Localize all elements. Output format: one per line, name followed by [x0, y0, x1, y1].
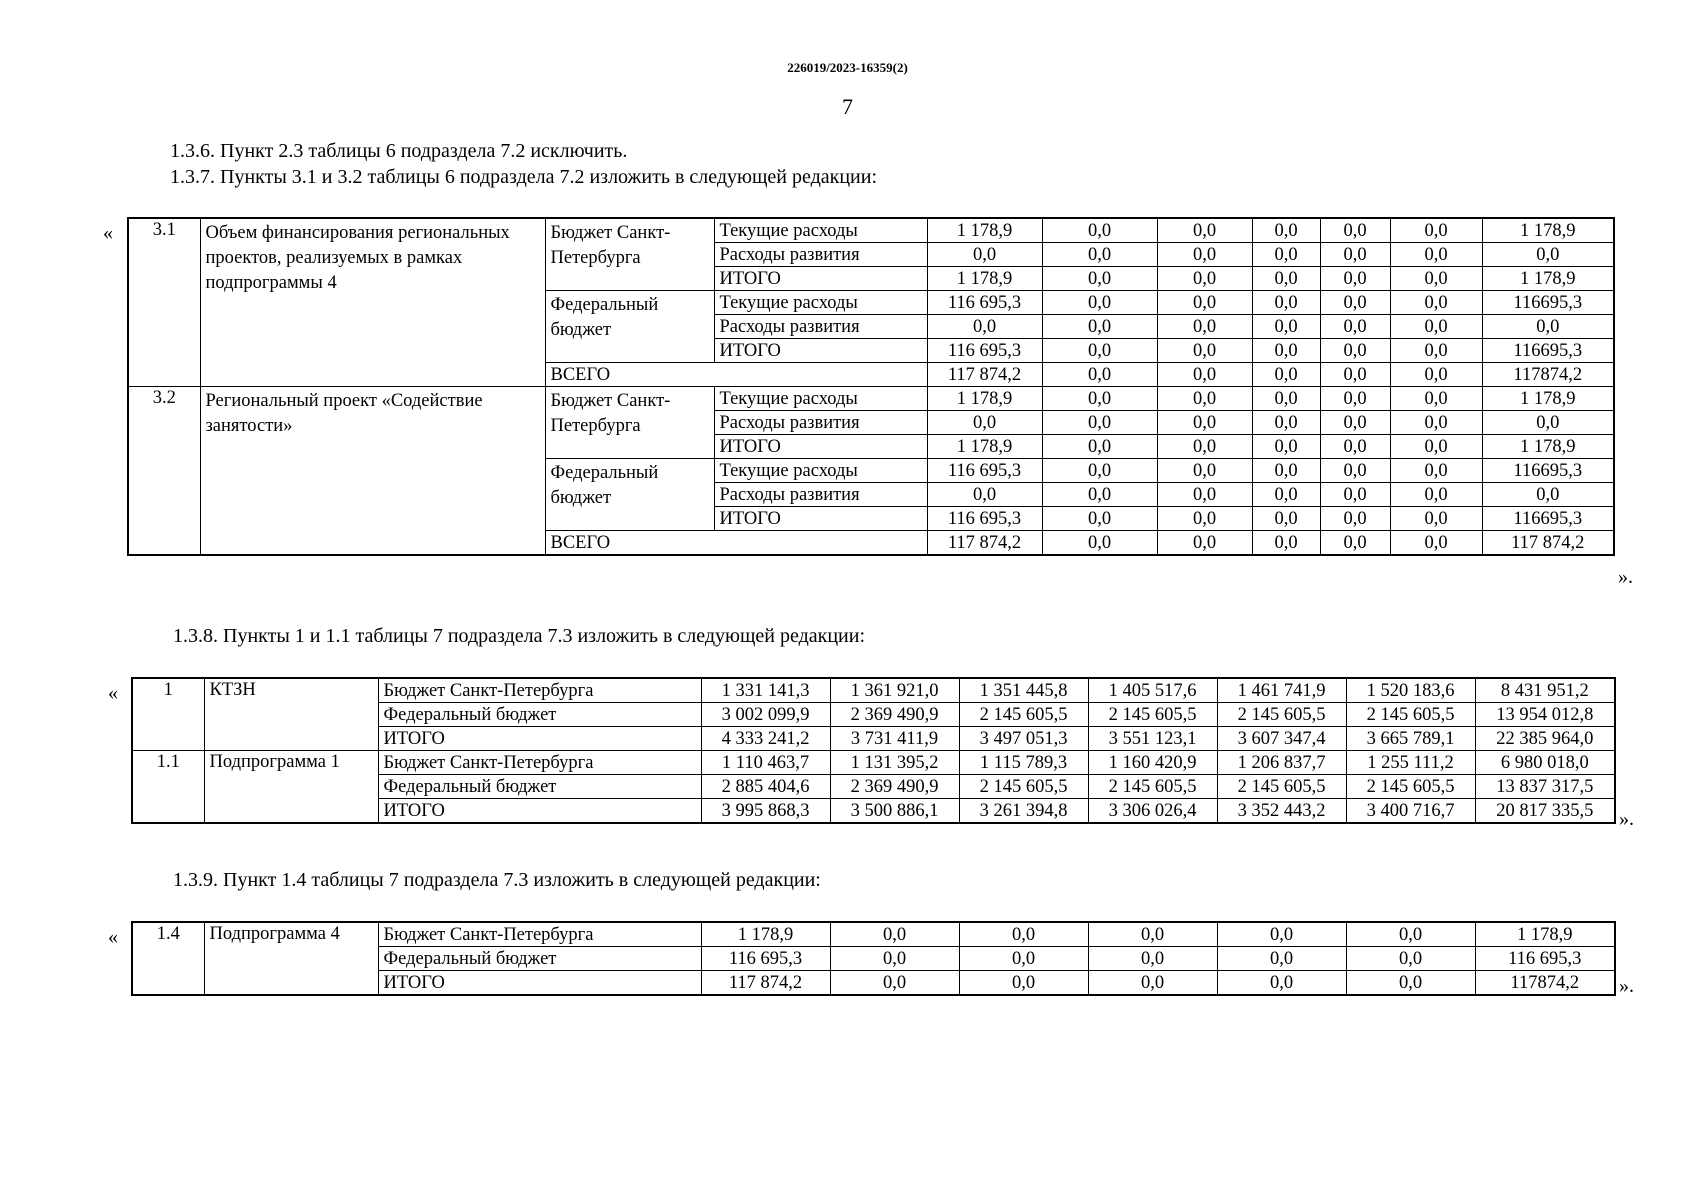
value-cell: 0,0 [1482, 411, 1614, 435]
value-cell: 0,0 [1042, 218, 1157, 243]
document-id: 226019/2023-16359(2) [787, 60, 908, 75]
value-cell: 0,0 [959, 971, 1088, 996]
value-cell: 0,0 [830, 922, 959, 947]
value-cell: 3 731 411,9 [830, 727, 959, 751]
value-cell: 2 145 605,5 [1346, 703, 1475, 727]
item-name: КТЗН [204, 678, 378, 751]
value-cell: 0,0 [1390, 243, 1482, 267]
value-cell: 116695,3 [1482, 507, 1614, 531]
value-cell: 0,0 [1390, 435, 1482, 459]
value-cell: 0,0 [1042, 315, 1157, 339]
value-cell: 0,0 [1320, 243, 1390, 267]
value-cell: 0,0 [1252, 387, 1320, 411]
item-number: 3.2 [128, 387, 200, 556]
value-cell: 1 115 789,3 [959, 751, 1088, 775]
value-cell: 0,0 [1042, 243, 1157, 267]
value-cell: 0,0 [1088, 922, 1217, 947]
value-cell: 3 995 868,3 [701, 799, 830, 824]
value-cell: 0,0 [1042, 267, 1157, 291]
value-cell: 0,0 [1157, 243, 1252, 267]
value-cell: 2 145 605,5 [1088, 703, 1217, 727]
value-cell: 0,0 [1390, 291, 1482, 315]
value-cell: 0,0 [1482, 483, 1614, 507]
table-row [128, 218, 1614, 243]
item-name: Объем финансирования региональных проектов, реализуемых в рамках подпрограммы 4 [200, 218, 545, 387]
value-cell: 8 431 951,2 [1475, 678, 1615, 703]
open-quote: « [108, 926, 118, 948]
expense-type: Расходы развития [714, 315, 927, 339]
expense-type: Расходы развития [714, 243, 927, 267]
value-cell: 0,0 [1252, 435, 1320, 459]
value-cell: 4 333 241,2 [701, 727, 830, 751]
value-cell: 0,0 [1157, 218, 1252, 243]
value-cell: 0,0 [1157, 339, 1252, 363]
value-cell: 3 607 347,4 [1217, 727, 1346, 751]
value-cell: 117 874,2 [927, 531, 1042, 556]
value-cell: 22 385 964,0 [1475, 727, 1615, 751]
value-cell: 2 145 605,5 [959, 775, 1088, 799]
open-quote: « [103, 222, 113, 244]
value-cell: 0,0 [1157, 483, 1252, 507]
value-cell: 116695,3 [1482, 291, 1614, 315]
value-cell: 0,0 [1088, 947, 1217, 971]
table-7-items-1-1-1 [131, 677, 1616, 824]
expense-type: Текущие расходы [714, 291, 927, 315]
value-cell: 0,0 [1157, 291, 1252, 315]
value-cell: 117874,2 [1475, 971, 1615, 996]
value-cell: 0,0 [1042, 435, 1157, 459]
value-cell: 13 954 012,8 [1475, 703, 1615, 727]
value-cell: 0,0 [1252, 315, 1320, 339]
value-cell: 3 497 051,3 [959, 727, 1088, 751]
value-cell: 116695,3 [1482, 459, 1614, 483]
value-cell: 1 255 111,2 [1346, 751, 1475, 775]
value-cell: 1 405 517,6 [1088, 678, 1217, 703]
value-cell: 2 145 605,5 [1088, 775, 1217, 799]
expense-type: Текущие расходы [714, 218, 927, 243]
value-cell: 116 695,3 [927, 291, 1042, 315]
expense-type: ИТОГО [714, 339, 927, 363]
value-cell: 117 874,2 [1482, 531, 1614, 556]
value-cell: 1 131 395,2 [830, 751, 959, 775]
close-quote: ». [1618, 566, 1633, 588]
value-cell: 3 261 394,8 [959, 799, 1088, 824]
value-cell: 0,0 [1157, 387, 1252, 411]
value-cell: 0,0 [1320, 411, 1390, 435]
value-cell: 0,0 [1482, 315, 1614, 339]
expense-type: ИТОГО [714, 507, 927, 531]
value-cell: 0,0 [959, 922, 1088, 947]
paragraph-1-3-8: 1.3.8. Пункты 1 и 1.1 таблицы 7 подраздела 7.3 изложить в следующей редакции: [173, 625, 866, 647]
value-cell: 2 369 490,9 [830, 703, 959, 727]
value-cell: 0,0 [1042, 483, 1157, 507]
table-row [132, 922, 1615, 947]
value-cell: 116 695,3 [1475, 947, 1615, 971]
value-cell: 1 178,9 [927, 267, 1042, 291]
open-quote: « [108, 682, 118, 704]
funding-source: Федеральный бюджет [545, 459, 714, 531]
value-cell: 0,0 [1157, 507, 1252, 531]
value-cell: 1 178,9 [1482, 435, 1614, 459]
value-cell: 2 369 490,9 [830, 775, 959, 799]
value-cell: 0,0 [1346, 947, 1475, 971]
value-cell: 0,0 [1157, 531, 1252, 556]
value-cell: 0,0 [1157, 363, 1252, 387]
value-cell: 0,0 [1157, 411, 1252, 435]
value-cell: 0,0 [1390, 507, 1482, 531]
value-cell: 0,0 [1252, 218, 1320, 243]
value-cell: 0,0 [1157, 267, 1252, 291]
value-cell: 0,0 [927, 315, 1042, 339]
value-cell: 1 351 445,8 [959, 678, 1088, 703]
value-cell: 116 695,3 [927, 507, 1042, 531]
value-cell: 0,0 [1320, 531, 1390, 556]
value-cell: 0,0 [1390, 387, 1482, 411]
value-cell: 0,0 [1390, 339, 1482, 363]
value-cell: 20 817 335,5 [1475, 799, 1615, 824]
value-cell: 0,0 [1320, 507, 1390, 531]
value-cell: 0,0 [1390, 411, 1482, 435]
table-row [132, 751, 1615, 775]
value-cell: 116695,3 [1482, 339, 1614, 363]
value-cell: 0,0 [1252, 267, 1320, 291]
paragraph-1-3-9: 1.3.9. Пункт 1.4 таблицы 7 подраздела 7.3 изложить в следующей редакции: [173, 869, 821, 891]
value-cell: 0,0 [1390, 483, 1482, 507]
expense-type: ИТОГО [714, 435, 927, 459]
value-cell: 116 695,3 [701, 947, 830, 971]
value-cell: 2 145 605,5 [1346, 775, 1475, 799]
value-cell: 0,0 [1390, 459, 1482, 483]
value-cell: 0,0 [1252, 243, 1320, 267]
value-cell: 0,0 [1320, 387, 1390, 411]
value-cell: 3 352 443,2 [1217, 799, 1346, 824]
value-cell: 2 145 605,5 [1217, 775, 1346, 799]
value-cell: 0,0 [1042, 363, 1157, 387]
value-cell: 0,0 [1042, 507, 1157, 531]
value-cell: 0,0 [1320, 267, 1390, 291]
value-cell: 0,0 [1482, 243, 1614, 267]
close-quote: ». [1619, 808, 1634, 830]
value-cell: 1 361 921,0 [830, 678, 959, 703]
item-number: 3.1 [128, 218, 200, 387]
value-cell: 0,0 [830, 971, 959, 996]
value-cell: 0,0 [1346, 922, 1475, 947]
value-cell: 2 145 605,5 [1217, 703, 1346, 727]
item-name: Подпрограмма 4 [204, 922, 378, 995]
value-cell: 0,0 [1346, 971, 1475, 996]
value-cell: 0,0 [830, 947, 959, 971]
value-cell: 0,0 [927, 483, 1042, 507]
funding-source: Бюджет Санкт-Петербурга [378, 678, 701, 703]
value-cell: 0,0 [927, 411, 1042, 435]
value-cell: 1 110 463,7 [701, 751, 830, 775]
value-cell: 0,0 [1320, 218, 1390, 243]
value-cell: 6 980 018,0 [1475, 751, 1615, 775]
value-cell: 13 837 317,5 [1475, 775, 1615, 799]
value-cell: 0,0 [1252, 459, 1320, 483]
funding-source: Бюджет Санкт-Петербурга [378, 922, 701, 947]
value-cell: 117 874,2 [701, 971, 830, 996]
value-cell: 1 178,9 [1482, 387, 1614, 411]
value-cell: 0,0 [927, 243, 1042, 267]
value-cell: 0,0 [1252, 531, 1320, 556]
item-number: 1 [132, 678, 204, 751]
value-cell: 3 400 716,7 [1346, 799, 1475, 824]
table-row [132, 678, 1615, 703]
funding-source: Федеральный бюджет [378, 703, 701, 727]
item-number: 1.4 [132, 922, 204, 995]
value-cell: 0,0 [1042, 387, 1157, 411]
value-cell: 2 145 605,5 [959, 703, 1088, 727]
value-cell: 0,0 [1252, 291, 1320, 315]
funding-source: Федеральный бюджет [378, 775, 701, 799]
paragraph-1-3-6: 1.3.6. Пункт 2.3 таблицы 6 подраздела 7.2 исключить. [170, 140, 628, 162]
value-cell: 0,0 [1390, 315, 1482, 339]
value-cell: 1 331 141,3 [701, 678, 830, 703]
value-cell: 0,0 [1042, 459, 1157, 483]
funding-source: Федеральный бюджет [378, 947, 701, 971]
table-6-items-3-1-3-2 [127, 217, 1615, 556]
value-cell: 0,0 [1390, 531, 1482, 556]
value-cell: 0,0 [1042, 291, 1157, 315]
value-cell: 0,0 [1320, 315, 1390, 339]
item-name: Региональный проект «Содействие занятости» [200, 387, 545, 556]
value-cell: 3 551 123,1 [1088, 727, 1217, 751]
value-cell: 3 500 886,1 [830, 799, 959, 824]
value-cell: 1 520 183,6 [1346, 678, 1475, 703]
funding-source: Бюджет Санкт-Петербурга [378, 751, 701, 775]
value-cell: 0,0 [1320, 459, 1390, 483]
value-cell: 0,0 [1252, 483, 1320, 507]
value-cell: 0,0 [1320, 483, 1390, 507]
value-cell: 116 695,3 [927, 459, 1042, 483]
total-label: ВСЕГО [545, 531, 927, 556]
funding-source: Федеральный бюджет [545, 291, 714, 363]
value-cell: 0,0 [1157, 315, 1252, 339]
value-cell: 0,0 [1217, 922, 1346, 947]
value-cell: 0,0 [1320, 435, 1390, 459]
expense-type: Расходы развития [714, 411, 927, 435]
value-cell: 0,0 [1042, 531, 1157, 556]
value-cell: 0,0 [1157, 459, 1252, 483]
close-quote: ». [1619, 975, 1634, 997]
value-cell: 1 178,9 [927, 435, 1042, 459]
funding-source: ИТОГО [378, 971, 701, 996]
value-cell: 0,0 [1390, 218, 1482, 243]
value-cell: 1 178,9 [927, 218, 1042, 243]
item-number: 1.1 [132, 751, 204, 824]
value-cell: 1 178,9 [1475, 922, 1615, 947]
paragraph-1-3-7: 1.3.7. Пункты 3.1 и 3.2 таблицы 6 подраздела 7.2 изложить в следующей редакции: [170, 166, 878, 188]
value-cell: 116 695,3 [927, 339, 1042, 363]
expense-type: Текущие расходы [714, 459, 927, 483]
value-cell: 0,0 [1217, 971, 1346, 996]
value-cell: 0,0 [1320, 291, 1390, 315]
value-cell: 0,0 [1390, 363, 1482, 387]
value-cell: 0,0 [1252, 411, 1320, 435]
value-cell: 0,0 [1252, 339, 1320, 363]
item-name: Подпрограмма 1 [204, 751, 378, 824]
value-cell: 0,0 [1390, 267, 1482, 291]
value-cell: 0,0 [1042, 339, 1157, 363]
value-cell: 3 665 789,1 [1346, 727, 1475, 751]
value-cell: 0,0 [1157, 435, 1252, 459]
value-cell: 1 461 741,9 [1217, 678, 1346, 703]
table-7-item-1-4 [131, 921, 1616, 996]
funding-source: Бюджет Санкт-Петербурга [545, 218, 714, 291]
funding-source: ИТОГО [378, 727, 701, 751]
funding-source: ИТОГО [378, 799, 701, 824]
value-cell: 1 178,9 [1482, 218, 1614, 243]
value-cell: 117874,2 [1482, 363, 1614, 387]
value-cell: 1 206 837,7 [1217, 751, 1346, 775]
value-cell: 2 885 404,6 [701, 775, 830, 799]
expense-type: ИТОГО [714, 267, 927, 291]
expense-type: Расходы развития [714, 483, 927, 507]
value-cell: 3 306 026,4 [1088, 799, 1217, 824]
value-cell: 1 160 420,9 [1088, 751, 1217, 775]
value-cell: 3 002 099,9 [701, 703, 830, 727]
value-cell: 1 178,9 [927, 387, 1042, 411]
value-cell: 117 874,2 [927, 363, 1042, 387]
funding-source: Бюджет Санкт-Петербурга [545, 387, 714, 459]
value-cell: 0,0 [1320, 339, 1390, 363]
value-cell: 0,0 [1088, 971, 1217, 996]
value-cell: 0,0 [1252, 363, 1320, 387]
value-cell: 0,0 [1320, 363, 1390, 387]
table-row [128, 387, 1614, 411]
value-cell: 0,0 [1217, 947, 1346, 971]
page-number: 7 [842, 94, 853, 119]
value-cell: 1 178,9 [701, 922, 830, 947]
value-cell: 0,0 [1042, 411, 1157, 435]
value-cell: 1 178,9 [1482, 267, 1614, 291]
expense-type: Текущие расходы [714, 387, 927, 411]
total-label: ВСЕГО [545, 363, 927, 387]
value-cell: 0,0 [959, 947, 1088, 971]
value-cell: 0,0 [1252, 507, 1320, 531]
